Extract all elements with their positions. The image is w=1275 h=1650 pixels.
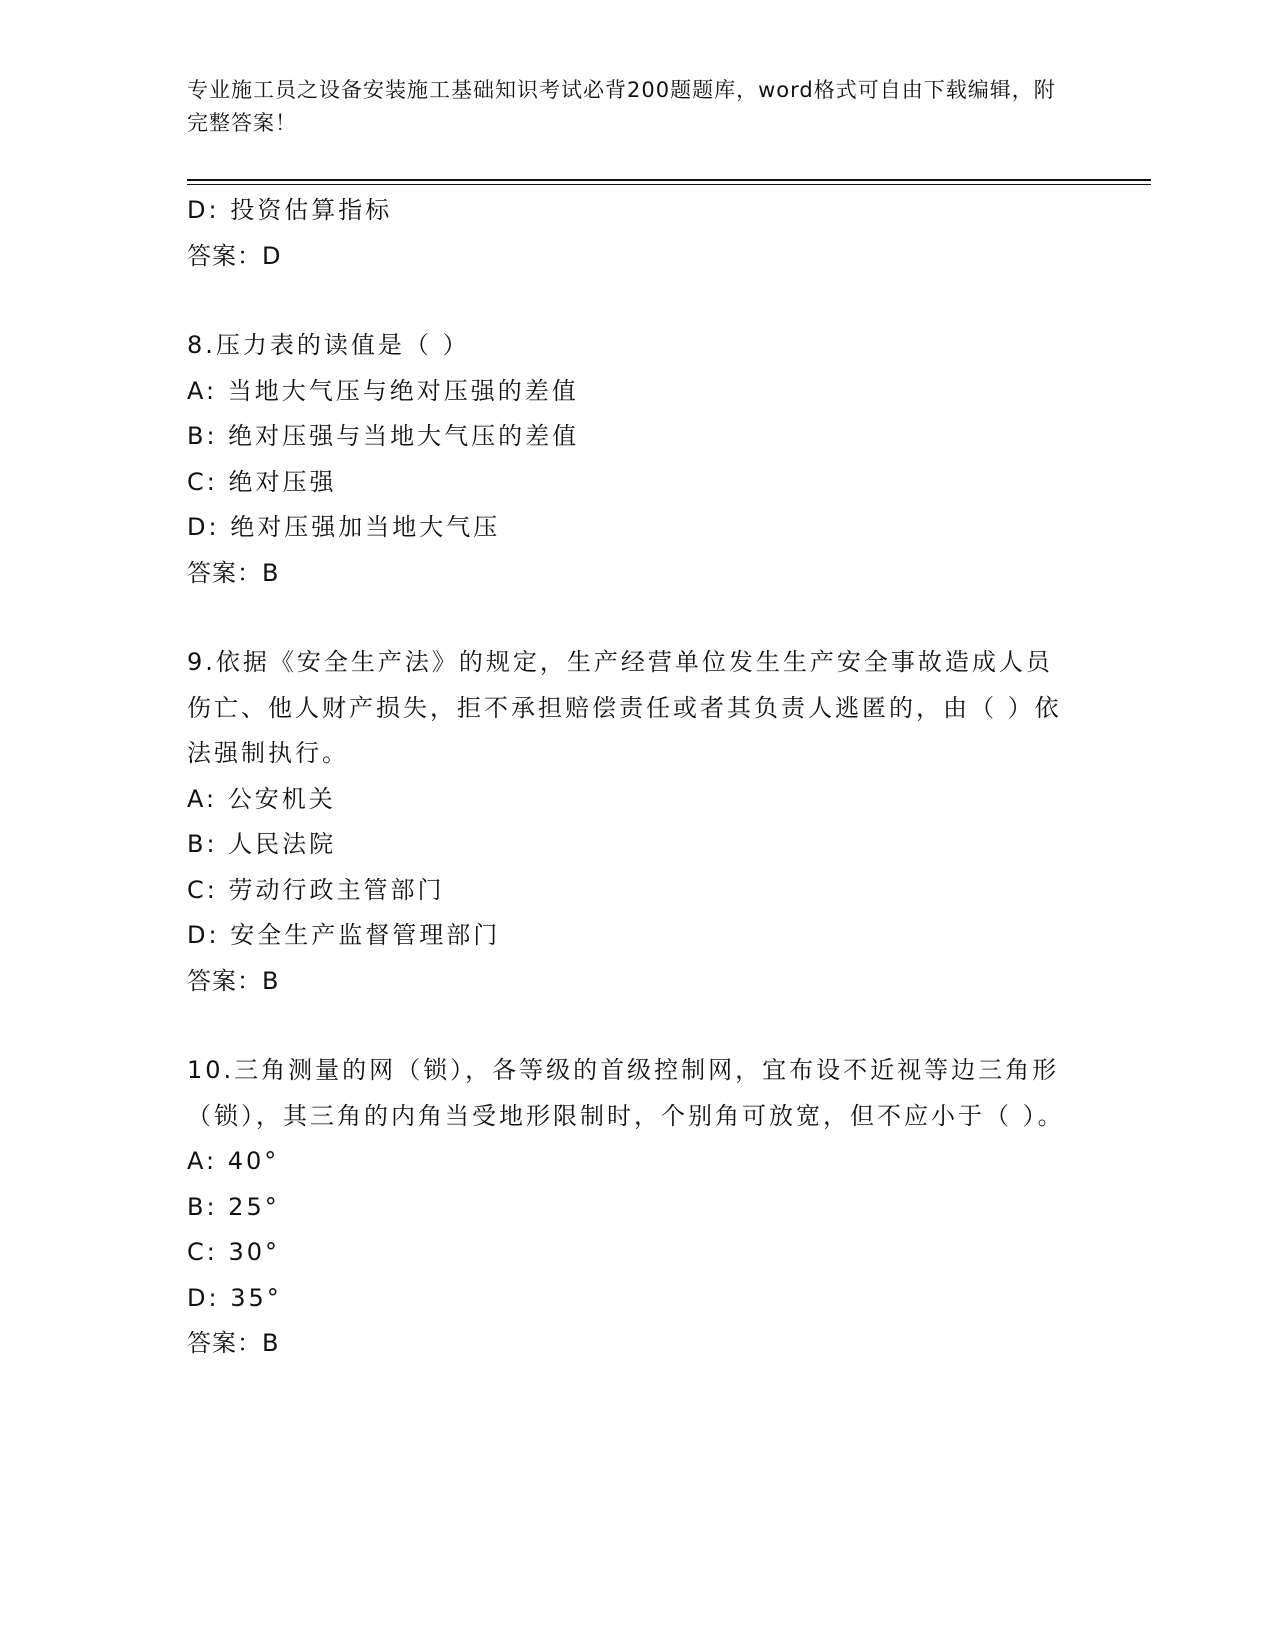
option-d: D: 35° bbox=[187, 1283, 282, 1312]
option-a: A: 40° bbox=[187, 1147, 280, 1175]
spacer bbox=[187, 1004, 1087, 1048]
answer: 答案：B bbox=[187, 966, 280, 995]
document-header: 专业施工员之设备安装施工基础知识考试必背200题题库，word格式可自由下载编辑，附完整答案！ bbox=[187, 78, 1056, 135]
option-d: D: 绝对压强加当地大气压 bbox=[187, 513, 501, 541]
header-rule-thin bbox=[187, 184, 1151, 185]
prev-answer: 答案：D bbox=[187, 241, 282, 270]
answer: 答案：B bbox=[187, 558, 280, 587]
option-c: C: 劳动行政主管部门 bbox=[187, 875, 445, 904]
header-rule-thick bbox=[187, 179, 1151, 181]
question-stem: 9.依据《安全生产法》的规定，生产经营单位发生生产安全事故造成人员伤亡、他人财产损失，拒不承担赔偿责任或者其负责人逃匿的，由（ ）依法强制执行。 bbox=[187, 648, 1062, 767]
option-b: B: 绝对压强与当地大气压的差值 bbox=[187, 422, 580, 450]
question-stem: 8.压力表的读值是（ ） bbox=[187, 331, 470, 359]
option-d: D: 安全生产监督管理部门 bbox=[187, 921, 501, 949]
spacer bbox=[187, 279, 1087, 323]
option-b: B: 25° bbox=[187, 1192, 280, 1221]
question-10 bbox=[187, 1048, 1087, 1367]
option-c: C: 绝对压强 bbox=[187, 467, 337, 496]
question-stem: 10.三角测量的网（锁），各等级的首级控制网，宜布设不近视等边三角形（锁），其三角的内角当受地形限制时，个别角可放宽，但不应小于（ ）。 bbox=[187, 1056, 1065, 1130]
option-a: A: 当地大气压与绝对压强的差值 bbox=[187, 376, 579, 405]
answer: 答案：B bbox=[187, 1329, 280, 1357]
question-9 bbox=[187, 640, 1087, 1004]
question-8 bbox=[187, 323, 1087, 596]
question-content bbox=[187, 188, 1087, 1367]
prev-option-d: D: 投资估算指标 bbox=[187, 196, 393, 224]
spacer bbox=[187, 596, 1087, 640]
option-c: C: 30° bbox=[187, 1238, 281, 1266]
option-b: B: 人民法院 bbox=[187, 830, 337, 858]
option-a: A: 公安机关 bbox=[187, 784, 336, 813]
